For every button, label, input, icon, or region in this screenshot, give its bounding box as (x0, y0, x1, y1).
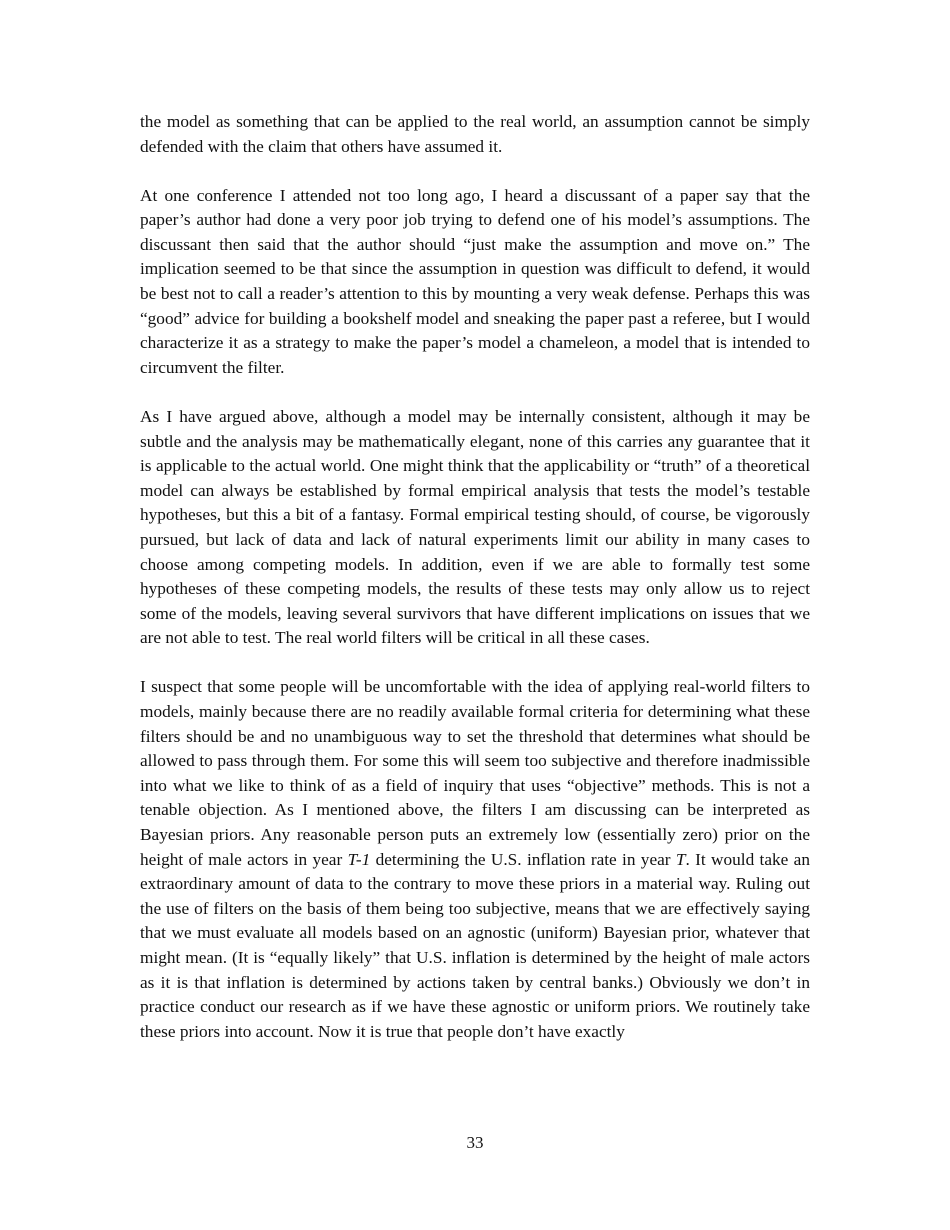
paragraph-4 (140, 675, 810, 1044)
italic-year-t: T (675, 849, 686, 869)
page-number: 33 (466, 1133, 484, 1152)
paragraph-4-text-b: determining the U.S. inflation rate in year (370, 849, 676, 869)
page-body (140, 110, 810, 1044)
paragraph-1-text: the model as something that can be applied to the real world, an assumption cannot be simply defended with the claim that others have assumed it. (140, 112, 810, 156)
italic-year-t-minus-1: T-1 (347, 849, 371, 869)
paragraph-2 (140, 184, 810, 381)
paragraph-4-text-c: . It would take an extraordinary amount of data to the contrary to move these priors in a material way. Ruling out the use of filters on the basis of them being too subjective, means that we are effectively saying that we must evaluate all models based on an agnostic (uniform) Bayesian prior, whatever that might mean. (It is “equally likely” that U.S. inflation is determined by the height of male actors as it is that inflation is determined by actions taken by central banks.) Obviously we don’t in practice conduct our research as if we have these agnostic or uniform priors. We routinely take these priors into account. Now it is true that people don’t have exactly (140, 849, 810, 1041)
paragraph-3-text: As I have argued above, although a model may be internally consistent, although it may be subtle and the analysis may be mathematically elegant, none of this carries any guarantee that it is applicable to the actual world. One might think that the applicability or “truth” of a theoretical model can always be established by formal empirical analysis that tests the model’s testable hypotheses, but this a bit of a fantasy. Formal empirical testing should, of course, be vigorously pursued, but lack of data and lack of natural experiments limit our ability in many cases to choose among competing models. In addition, even if we are able to formally test some hypotheses of these competing models, the results of these tests may only allow us to reject some of the models, leaving several survivors that have different implications on issues that we are not able to test. The real world filters will be critical in all these cases. (140, 406, 810, 648)
paragraph-3 (140, 405, 810, 651)
paragraph-2-text: At one conference I attended not too long ago, I heard a discussant of a paper say that the paper’s author had done a very poor job trying to defend one of his model’s assumptions. The discussant then said that the author should “just make the assumption and move on.” The implication seemed to be that since the assumption in question was difficult to defend, it would be best not to call a reader’s attention to this by mounting a very weak defense. Perhaps this was “good” advice for building a bookshelf model and sneaking the paper past a referee, but I would characterize it as a strategy to make the paper’s model a chameleon, a model that is intended to circumvent the filter. (140, 185, 810, 377)
paragraph-1 (140, 110, 810, 159)
paragraph-4-text-a: I suspect that some people will be uncomfortable with the idea of applying real-world filters to models, mainly because there are no readily available formal criteria for determining what these filters should be and no unambiguous way to set the threshold that determines what should be allowed to pass through them. For some this will seem too subjective and therefore inadmissible into what we like to think of as a field of inquiry that uses “objective” methods. This is not a tenable objection. As I mentioned above, the filters I am discussing can be interpreted as Bayesian priors. Any reasonable person puts an extremely low (essentially zero) prior on the height of male actors in year (140, 677, 810, 869)
